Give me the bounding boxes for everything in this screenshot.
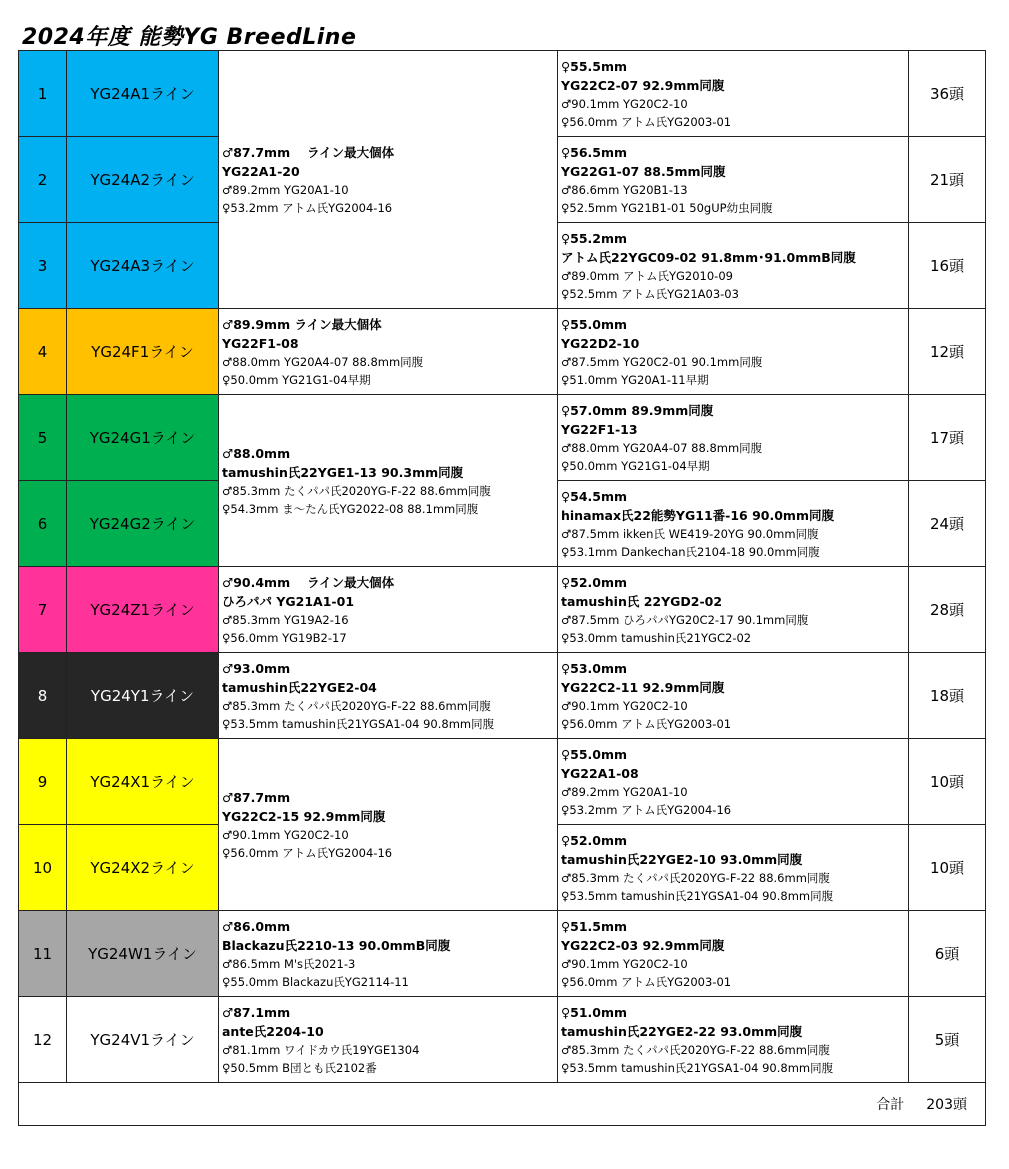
line-number: 12	[19, 997, 67, 1083]
male-line-3: ♂85.3mm たくパパ氏2020YG-F-22 88.6mm同腹	[222, 698, 491, 713]
table-row	[19, 309, 986, 395]
female-line-3: ♂85.3mm たくパパ氏2020YG-F-22 88.6mm同腹	[561, 1042, 830, 1057]
male-parent-cell	[219, 911, 558, 997]
larva-count: 10頭	[909, 825, 986, 911]
male-line-4: ♀56.0mm アトム氏YG2004-16	[222, 845, 393, 860]
male-line-4: ♀50.0mm YG21G1-04早期	[222, 372, 371, 387]
female-line-2: tamushin氏22YGE2-22 93.0mm同腹	[561, 1023, 803, 1039]
female-line-3: ♂87.5mm ひろパパYG20C2-17 90.1mm同腹	[561, 612, 809, 627]
female-parent-cell	[558, 223, 909, 309]
line-number: 7	[19, 567, 67, 653]
male-parent-cell	[219, 395, 558, 567]
female-line-2: アトム氏22YGC09-02 91.8mm･91.0mmB同腹	[561, 249, 856, 265]
male-parent-cell	[219, 51, 558, 309]
female-line-2: YG22D2-10	[561, 335, 640, 351]
male-line-1: ♂93.0mm	[222, 660, 291, 676]
line-number: 11	[19, 911, 67, 997]
male-line-1: ♂86.0mm	[222, 918, 291, 934]
female-line-3: ♂88.0mm YG20A4-07 88.8mm同腹	[561, 440, 763, 455]
larva-count: 12頭	[909, 309, 986, 395]
female-parent-cell	[558, 309, 909, 395]
line-name: YG24Y1ライン	[67, 653, 219, 739]
table-row	[19, 739, 986, 825]
larva-count: 21頭	[909, 137, 986, 223]
male-line-2: YG22A1-20	[222, 163, 300, 179]
female-line-3: ♂87.5mm YG20C2-01 90.1mm同腹	[561, 354, 763, 369]
female-line-4: ♀52.5mm アトム氏YG21A03-03	[561, 286, 739, 301]
male-line-2: tamushin氏22YGE2-04	[222, 679, 377, 695]
female-line-1: ♀55.0mm	[561, 316, 628, 332]
female-line-4: ♀51.0mm YG20A1-11早期	[561, 372, 709, 387]
line-number: 4	[19, 309, 67, 395]
total-row	[19, 1083, 986, 1126]
female-line-3: ♂86.6mm YG20B1-13	[561, 182, 688, 197]
breedline-table	[18, 50, 986, 1126]
male-parent-cell	[219, 653, 558, 739]
larva-count: 36頭	[909, 51, 986, 137]
larva-count: 17頭	[909, 395, 986, 481]
page-title: 2024年度 能勢YG BreedLine	[22, 25, 357, 50]
female-line-2: YG22C2-11 92.9mm同腹	[561, 679, 725, 695]
female-parent-cell	[558, 137, 909, 223]
male-parent-cell	[219, 739, 558, 911]
female-line-2: YG22A1-08	[561, 765, 639, 781]
female-line-1: ♀52.0mm	[561, 832, 628, 848]
female-line-1: ♀55.2mm	[561, 230, 628, 246]
male-line-3: ♂88.0mm YG20A4-07 88.8mm同腹	[222, 354, 424, 369]
female-line-1: ♀52.0mm	[561, 574, 628, 590]
female-line-3: ♂87.5mm ikken氏 WE419-20YG 90.0mm同腹	[561, 526, 819, 541]
larva-count: 6頭	[909, 911, 986, 997]
female-parent-cell	[558, 997, 909, 1083]
line-number: 1	[19, 51, 67, 137]
male-line-4: ♀56.0mm YG19B2-17	[222, 630, 347, 645]
male-line-4: ♀50.5mm B団とも氏2102番	[222, 1060, 377, 1075]
line-name: YG24A3ライン	[67, 223, 219, 309]
line-number: 10	[19, 825, 67, 911]
larva-count: 18頭	[909, 653, 986, 739]
female-parent-cell	[558, 911, 909, 997]
female-line-1: ♀55.5mm	[561, 58, 628, 74]
male-line-1: ♂89.9mm ライン最大個体	[222, 316, 382, 332]
female-line-3: ♂90.1mm YG20C2-10	[561, 956, 688, 971]
female-line-4: ♀56.0mm アトム氏YG2003-01	[561, 974, 732, 989]
male-parent-cell	[219, 309, 558, 395]
male-line-1: ♂87.7mm	[222, 789, 291, 805]
line-name: YG24X2ライン	[67, 825, 219, 911]
male-line-2: YG22C2-15 92.9mm同腹	[222, 808, 386, 824]
female-line-1: ♀56.5mm	[561, 144, 628, 160]
male-line-1: ♂87.1mm	[222, 1004, 291, 1020]
male-line-1: ♂87.7mm ライン最大個体	[222, 144, 395, 160]
line-name: YG24Z1ライン	[67, 567, 219, 653]
female-line-4: ♀53.5mm tamushin氏21YGSA1-04 90.8mm同腹	[561, 1060, 834, 1075]
male-line-4: ♀55.0mm Blackazu氏YG2114-11	[222, 974, 409, 989]
female-line-1: ♀51.5mm	[561, 918, 628, 934]
female-line-4: ♀56.0mm アトム氏YG2003-01	[561, 716, 732, 731]
larva-count: 10頭	[909, 739, 986, 825]
line-name: YG24W1ライン	[67, 911, 219, 997]
table-row	[19, 653, 986, 739]
table-row	[19, 51, 986, 137]
female-parent-cell	[558, 653, 909, 739]
male-parent-cell	[219, 567, 558, 653]
male-line-2: tamushin氏22YGE1-13 90.3mm同腹	[222, 464, 464, 480]
female-line-2: YG22C2-03 92.9mm同腹	[561, 937, 725, 953]
female-parent-cell	[558, 395, 909, 481]
female-line-4: ♀56.0mm アトム氏YG2003-01	[561, 114, 732, 129]
total-cell	[19, 1083, 986, 1126]
female-parent-cell	[558, 739, 909, 825]
female-parent-cell	[558, 567, 909, 653]
female-line-1: ♀53.0mm	[561, 660, 628, 676]
larva-count: 28頭	[909, 567, 986, 653]
male-line-4: ♀53.5mm tamushin氏21YGSA1-04 90.8mm同腹	[222, 716, 495, 731]
female-line-3: ♂89.2mm YG20A1-10	[561, 784, 688, 799]
female-line-4: ♀53.5mm tamushin氏21YGSA1-04 90.8mm同腹	[561, 888, 834, 903]
line-name: YG24X1ライン	[67, 739, 219, 825]
line-name: YG24A1ライン	[67, 51, 219, 137]
male-line-1: ♂88.0mm	[222, 445, 291, 461]
female-line-2: tamushin氏22YGE2-10 93.0mm同腹	[561, 851, 803, 867]
line-name: YG24V1ライン	[67, 997, 219, 1083]
female-line-4: ♀53.1mm Dankechan氏2104-18 90.0mm同腹	[561, 544, 820, 559]
female-line-2: tamushin氏 22YGD2-02	[561, 593, 723, 609]
female-line-3: ♂89.0mm アトム氏YG2010-09	[561, 268, 733, 283]
table-row	[19, 395, 986, 481]
line-number: 5	[19, 395, 67, 481]
female-line-3: ♂90.1mm YG20C2-10	[561, 96, 688, 111]
female-parent-cell	[558, 825, 909, 911]
male-line-3: ♂81.1mm ワイドカウ氏19YGE1304	[222, 1042, 420, 1057]
male-line-2: ante氏2204-10	[222, 1023, 324, 1039]
female-line-4: ♀52.5mm YG21B1-01 50gUP幼虫同腹	[561, 200, 773, 215]
female-line-1: ♀54.5mm	[561, 488, 628, 504]
table-row	[19, 911, 986, 997]
line-name: YG24G2ライン	[67, 481, 219, 567]
male-parent-cell	[219, 997, 558, 1083]
male-line-4: ♀54.3mm ま～たん氏YG2022-08 88.1mm同腹	[222, 501, 479, 516]
male-line-3: ♂90.1mm YG20C2-10	[222, 827, 349, 842]
female-line-2: YG22G1-07 88.5mm同腹	[561, 163, 726, 179]
male-line-4: ♀53.2mm アトム氏YG2004-16	[222, 200, 393, 215]
female-line-3: ♂90.1mm YG20C2-10	[561, 698, 688, 713]
male-line-3: ♂89.2mm YG20A1-10	[222, 182, 349, 197]
female-line-2: YG22F1-13	[561, 421, 638, 437]
female-parent-cell	[558, 481, 909, 567]
line-number: 2	[19, 137, 67, 223]
female-line-4: ♀50.0mm YG21G1-04早期	[561, 458, 710, 473]
male-line-2: YG22F1-08	[222, 335, 299, 351]
line-number: 8	[19, 653, 67, 739]
larva-count: 16頭	[909, 223, 986, 309]
total-value: 203頭	[926, 1097, 967, 1113]
male-line-3: ♂85.3mm YG19A2-16	[222, 612, 349, 627]
female-line-2: hinamax氏22能勢YG11番-16 90.0mm同腹	[561, 507, 834, 523]
male-line-1: ♂90.4mm ライン最大個体	[222, 574, 395, 590]
larva-count: 24頭	[909, 481, 986, 567]
line-name: YG24F1ライン	[67, 309, 219, 395]
female-line-1: ♀57.0mm 89.9mm同腹	[561, 402, 714, 418]
male-line-3: ♂86.5mm M's氏2021-3	[222, 956, 356, 971]
female-line-4: ♀53.0mm tamushin氏21YGC2-02	[561, 630, 752, 645]
male-line-2: Blackazu氏2210-13 90.0mmB同腹	[222, 937, 451, 953]
male-line-3: ♂85.3mm たくパパ氏2020YG-F-22 88.6mm同腹	[222, 483, 491, 498]
male-line-2: ひろパパ YG21A1-01	[222, 593, 355, 609]
line-name: YG24A2ライン	[67, 137, 219, 223]
line-number: 6	[19, 481, 67, 567]
total-label: 合計	[876, 1097, 905, 1113]
line-number: 3	[19, 223, 67, 309]
larva-count: 5頭	[909, 997, 986, 1083]
line-number: 9	[19, 739, 67, 825]
table-row	[19, 567, 986, 653]
female-line-3: ♂85.3mm たくパパ氏2020YG-F-22 88.6mm同腹	[561, 870, 830, 885]
female-line-1: ♀51.0mm	[561, 1004, 628, 1020]
line-name: YG24G1ライン	[67, 395, 219, 481]
female-line-2: YG22C2-07 92.9mm同腹	[561, 77, 725, 93]
female-line-1: ♀55.0mm	[561, 746, 628, 762]
female-parent-cell	[558, 51, 909, 137]
table-row	[19, 997, 986, 1083]
female-line-4: ♀53.2mm アトム氏YG2004-16	[561, 802, 732, 817]
